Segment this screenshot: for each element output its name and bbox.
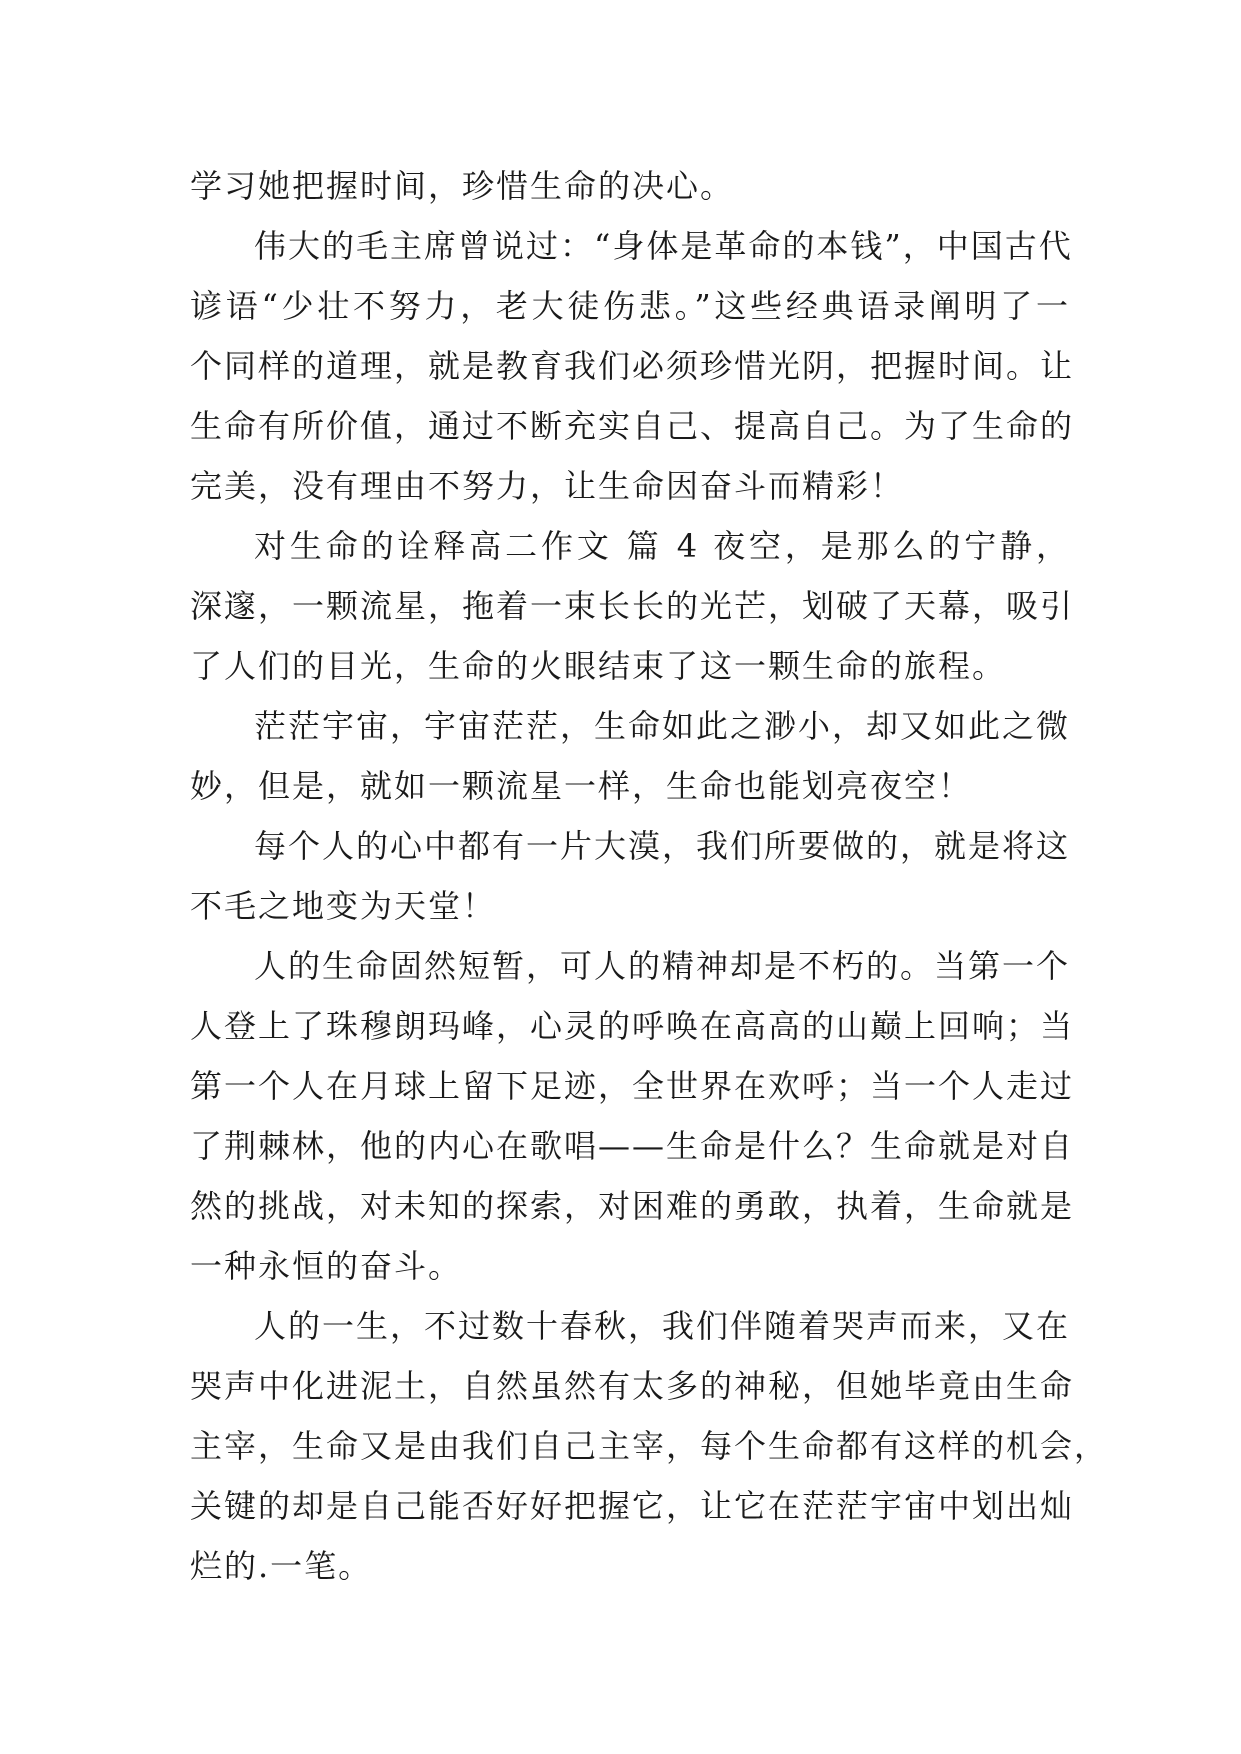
text-line: 第一个人在月球上留下足迹，全世界在欢呼；当一个人走过 xyxy=(190,1067,1075,1105)
text-line: 妙，但是，就如一颗流星一样，生命也能划亮夜空！ xyxy=(190,767,973,805)
text-line: 哭声中化进泥土，自然虽然有太多的神秘，但她毕竟由生命 xyxy=(190,1367,1075,1405)
text-line: 个同样的道理，就是教育我们必须珍惜光阴，把握时间。让 xyxy=(190,347,1075,385)
text-line: 关键的却是自己能否好好把握它，让它在茫茫宇宙中划出灿 xyxy=(190,1487,1075,1525)
text-line: 人登上了珠穆朗玛峰，心灵的呼唤在高高的山巅上回响；当 xyxy=(190,1007,1075,1045)
text-line: 了荆棘林，他的内心在歌唱——生命是什么？生命就是对自 xyxy=(190,1127,1075,1165)
text-line: 然的挑战，对未知的探索，对困难的勇敢，执着，生命就是 xyxy=(190,1187,1075,1225)
text-line: 学习她把握时间，珍惜生命的决心。 xyxy=(190,167,735,205)
text-line: 主宰，生命又是由我们自己主宰，每个生命都有这样的机会， xyxy=(190,1427,1109,1465)
text-line: 谚语“少壮不努力，老大徒伤悲。”这些经典语录阐明了一 xyxy=(190,287,1070,325)
text-line: 不毛之地变为天堂！ xyxy=(190,887,497,925)
text-line: 生命有所价值，通过不断充实自己、提高自己。为了生命的 xyxy=(190,407,1075,445)
section-heading-line: 对生命的诠释高二作文 篇 4 夜空，是那么的宁静， xyxy=(254,527,1070,565)
text-line: 烂的.一笔。 xyxy=(190,1547,373,1585)
paragraph-start-line: 人的生命固然短暂，可人的精神却是不朽的。当第一个 xyxy=(254,947,1071,985)
paragraph-start-line: 伟大的毛主席曾说过：“身体是革命的本钱”，中国古代 xyxy=(254,227,1073,265)
text-line: 了人们的目光，生命的火眼结束了这一颗生命的旅程。 xyxy=(190,647,1007,685)
text-line: 深邃，一颗流星，拖着一束长长的光芒，划破了天幕，吸引 xyxy=(190,587,1075,625)
text-line: 完美，没有理由不努力，让生命因奋斗而精彩！ xyxy=(190,467,905,505)
text-line: 一种永恒的奋斗。 xyxy=(190,1247,463,1285)
paragraph-start-line: 每个人的心中都有一片大漠，我们所要做的，就是将这 xyxy=(254,827,1071,865)
paragraph-start-line: 人的一生，不过数十春秋，我们伴随着哭声而来，又在 xyxy=(254,1307,1071,1345)
body-text xyxy=(190,156,1109,1596)
paragraph-start-line: 茫茫宇宙，宇宙茫茫，生命如此之渺小，却又如此之微 xyxy=(254,707,1071,745)
